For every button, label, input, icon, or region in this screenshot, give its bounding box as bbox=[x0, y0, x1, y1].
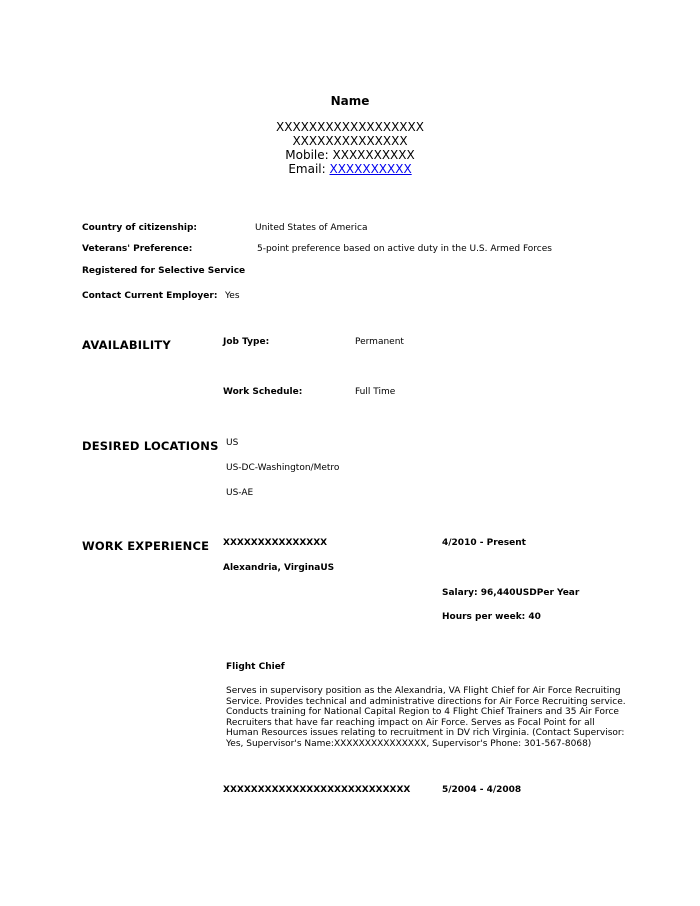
mobile-value: XXXXXXXXXX bbox=[332, 148, 415, 162]
address-line-2: XXXXXXXXXXXXXX bbox=[292, 134, 408, 148]
citizenship-value: United States of America bbox=[255, 223, 368, 233]
citizenship-label: Country of citizenship: bbox=[82, 223, 198, 233]
email-link[interactable]: XXXXXXXXXX bbox=[329, 162, 412, 176]
mobile-line bbox=[0, 148, 700, 162]
job-description: Serves in supervisory position as the Alexandria, VA Flight Chief for Air Force Recruiting Service. Provides technical and administrative directions for Air Force Recruiting service. Conducts training for National Capital Region to 4 Flight Chief Trainers and 35 Air Force Recruiters that have far reaching impact on Air Force. Serves as Focal Point for all Human Resources issues relating to recruitment in DV rich Virginia. (Contact Supervisor: Yes, Supervisor's Name:XXXXXXXXXXXXXXX, Supervisor's Phone: 301-567-8068) bbox=[226, 686, 626, 749]
mobile-label: Mobile: bbox=[285, 148, 333, 162]
job-dates: 5/2004 - 4/2008 bbox=[442, 785, 522, 795]
job-salary: Salary: 96,440USDPer Year bbox=[442, 588, 580, 598]
desired-locations-heading: DESIRED LOCATIONS bbox=[82, 439, 219, 453]
work-schedule-value: Full Time bbox=[355, 387, 396, 397]
contact-employer-value: Yes bbox=[225, 291, 240, 301]
work-experience-heading: WORK EXPERIENCE bbox=[82, 539, 210, 553]
job-dates: 4/2010 - Present bbox=[442, 538, 526, 548]
job-title: Flight Chief bbox=[226, 662, 285, 672]
veterans-preference-label: Veterans' Preference: bbox=[82, 244, 193, 254]
job-type-value: Permanent bbox=[355, 337, 404, 347]
contact-employer-label: Contact Current Employer: bbox=[82, 291, 218, 301]
email-line bbox=[0, 162, 700, 176]
location-item: US-AE bbox=[226, 488, 254, 498]
address-line-1: XXXXXXXXXXXXXXXXXX bbox=[276, 120, 424, 134]
job-location: Alexandria, VirginaUS bbox=[223, 563, 335, 573]
job-type-label: Job Type: bbox=[223, 337, 270, 347]
availability-heading: AVAILABILITY bbox=[82, 338, 171, 352]
email-label: Email: bbox=[288, 162, 330, 176]
job-employer: XXXXXXXXXXXXXXX bbox=[223, 538, 328, 548]
job-employer: XXXXXXXXXXXXXXXXXXXXXXXXXXX bbox=[223, 785, 411, 795]
location-item: US-DC-Washington/Metro bbox=[226, 463, 340, 473]
location-item: US bbox=[226, 438, 239, 448]
selective-service-label: Registered for Selective Service bbox=[82, 266, 246, 276]
work-schedule-label: Work Schedule: bbox=[223, 387, 303, 397]
resume-name: Name bbox=[330, 94, 370, 108]
veterans-preference-value: 5-point preference based on active duty in the U.S. Armed Forces bbox=[257, 244, 552, 254]
job-hours: Hours per week: 40 bbox=[442, 612, 541, 622]
